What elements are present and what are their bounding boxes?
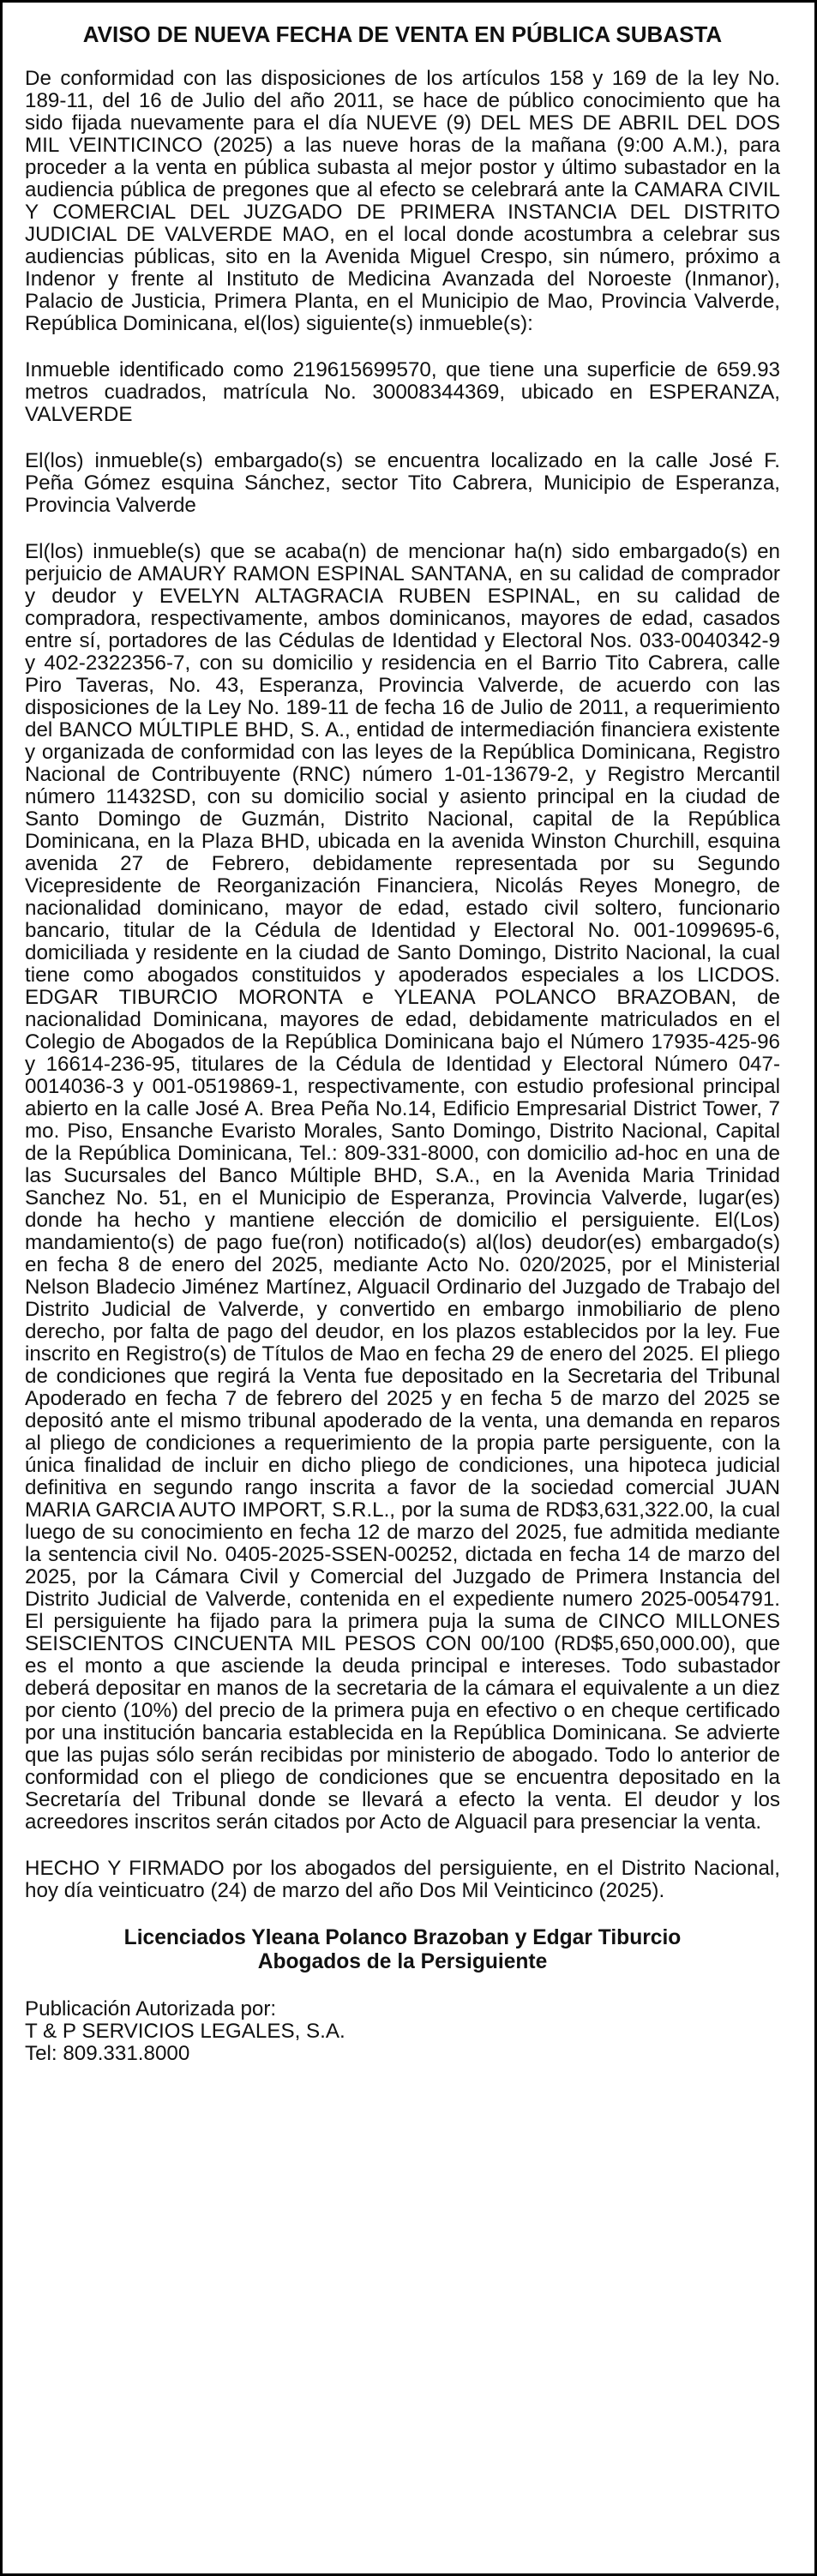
paragraph-seizure-details: El(los) inmueble(s) que se acaba(n) de mencionar ha(n) sido embargado(s) en perjuicio de AMAURY RAMON ESPINAL SANTANA, en su calidad de comprador y deudor y EVELYN ALTAGRACIA RUBEN ESPINAL, en su calidad de compradora, respectivamente, ambos dominicanos, mayores de edad, casados entre sí, portadores de las Cédulas de Identidad y Electoral Nos. 033-0040342-9 y 402-2322356-7, con su domicilio y residencia en el Barrio Tito Cabrera, calle Piro Taveras, No. 43, Esperanza, Provincia Valverde, de acuerdo con las disposiciones de la Ley No. 189-11 de fecha 16 de Julio de 2011, a requerimiento del BANCO MÚLTIPLE BHD, S. A., entidad de intermediación financiera existente y organizada de conformidad con las leyes de la República Dominicana, Registro Nacional de Contribuyente (RNC) número 1-01-13679-2, y Registro Mercantil número 11432SD, con su domicilio social y asiento principal en la ciudad de Santo Domingo de Guzmán, Distrito Nacional, capital de la República Dominicana, en la Plaza BHD, ubicada en la avenida Winston Churchill, esquina avenida 27 de Febrero, debidamente representada por su Segundo Vicepresidente de Reorganización Financiera, Nicolás Reyes Monegro, de nacionalidad dominicano, mayor de edad, estado civil soltero, funcionario bancario, titular de la Cédula de Identidad y Electoral No. 001-1099695-6, domiciliada y residente en la ciudad de Santo Domingo, Distrito Nacional, la cual tiene como abogados constituidos y apoderados especiales a los LICDOS. EDGAR TIBURCIO MORONTA e YLEANA POLANCO BRAZOBAN, de nacionalidad Dominicana, mayores de edad, debidamente matriculados en el Colegio de Abogados de la República Dominicana bajo el Número 17935-425-96 y 16614-236-95, titulares de la Cédula de Identidad y Electoral Número 047-0014036-3 y 001-0519869-1, respectivamente, con estudio profesional principal abierto en la calle José A. Brea Peña No.14, Edificio Empresarial District Tower, 7 mo. Piso, Ensanche Evaristo Morales, Santo Domingo, Distrito Nacional, Capital de la República Dominicana, Tel.: 809-331-8000, con domicilio ad-hoc en una de las Sucursales del Banco Múltiple BHD, S.A., en la Avenida Maria Trinidad Sanchez No. 51, en el Municipio de Esperanza, Provincia Valverde, lugar(es) donde ha hecho y mantiene elección de domicilio el persiguiente. El(Los) mandamiento(s) de pago fue(ron) notificado(s) al(los) deudor(es) embargado(s) en fecha 8 de enero del 2025, mediante Acto No. 020/2025, por el Ministerial Nelson Bladecio Jiménez Martínez, Alguacil Ordinario del Juzgado de Trabajo del Distrito Judicial de Valverde, y convertido en embargo inmobiliario de pleno derecho, por falta de pago del deudor, en los plazos establecidos por la ley. Fue inscrito en Registro(s) de Títulos de Mao en fecha 29 de enero del 2025. El pliego de condiciones que regirá la Venta fue depositado en la Secretaria del Tribunal Apoderado en fecha 7 de febrero del 2025 y en fecha 5 de marzo del 2025 se depositó ante el mismo tribunal apoderado de la venta, una demanda en reparos al pliego de condiciones a requerimiento de la propia parte persiguente, con la única finalidad de incluir en dicho pliego de condiciones, una hipoteca judicial definitiva en segundo rango inscrita a favor de la sociedad comercial JUAN MARIA GARCIA AUTO IMPORT, S.R.L., por la suma de RD$3,631,322.00, la cual luego de su conocimiento en fecha 12 de marzo del 2025, fue admitida mediante la sentencia civil No. 0405-2025-SSEN-00252, dictada en fecha 14 de marzo del 2025, por la Cámara Civil y Comercial del Juzgado de Primera Instancia del Distrito Judicial de Valverde, contenida en el expediente numero 2025-0054791. El persiguiente ha fijado para la primera puja la suma de CINCO MILLONES SEISCIENTOS CINCUENTA MIL PESOS CON 00/100 (RD$5,650,000.00), que es el monto a que asciende la deuda principal e intereses. Todo subastador deberá depositar en manos de la secretaria de la cámara el equivalente a un diez por ciento (10%) del precio de la primera puja en efectivo o en cheque certificado por una institución bancaria establecida en la República Dominicana. Se advierte que las pujas sólo serán recibidas por ministerio de abogado. Todo lo anterior de conformidad con el pliego de condiciones que se encuentra depositado en la Secretaría del Tribunal donde se llevará a efecto la venta. El deudor y los acreedores inscritos serán citados por Acto de Alguacil para presenciar la venta. bbox=[25, 540, 780, 1834]
notice-title: AVISO DE NUEVA FECHA DE VENTA EN PÚBLICA SUBASTA bbox=[82, 21, 723, 47]
signature-names: Licenciados Yleana Polanco Brazoban y Edgar Tiburcio bbox=[123, 1926, 682, 1949]
signature-block bbox=[25, 1926, 780, 1974]
publication-block bbox=[25, 1998, 780, 2065]
paragraph-auction-date: De conformidad con las disposiciones de los artículos 158 y 169 de la ley No. 189-11, del 16 de Julio del año 2011, se hace de público conocimiento que ha sido fijada nuevamente para el día NUEVE (9) DEL MES DE ABRIL DEL DOS MIL VEINTICINCO (2025) a las nueve horas de la mañana (9:00 A.M.), para proceder a la venta en pública subasta al mejor postor y último subastador en la audiencia pública de pregones que al efecto se celebrará ante la CAMARA CIVIL Y COMERCIAL DEL JUZGADO DE PRIMERA INSTANCIA DEL DISTRITO JUDICIAL DE VALVERDE MAO, en el local donde acostumbra a celebrar sus audiencias públicas, sito en la Avenida Miguel Crespo, sin número, próximo a Indenor y frente al Instituto de Medicina Avanzada del Noroeste (Inmanor), Palacio de Justicia, Primera Planta, en el Municipio de Mao, Provincia Valverde, República Dominicana, el(los) siguiente(s) inmueble(s): bbox=[25, 67, 780, 335]
publication-label: Publicación Autorizada por: bbox=[25, 1997, 277, 2021]
paragraph-signed: HECHO Y FIRMADO por los abogados del persiguiente, en el Distrito Nacional, hoy día veinticuatro (24) de marzo del año Dos Mil Veinticinco (2025). bbox=[25, 1857, 780, 1902]
publication-company: T & P SERVICIOS LEGALES, S.A. bbox=[25, 2020, 345, 2043]
publication-phone: Tel: 809.331.8000 bbox=[25, 2042, 190, 2065]
paragraph-property-id: Inmueble identificado como 219615699570, que tiene una superficie de 659.93 metros cuadrados, matrícula No. 30008344369, ubicado en ESPERANZA, VALVERDE bbox=[25, 358, 780, 426]
signature-role: Abogados de la Persiguiente bbox=[257, 1950, 548, 1973]
paragraph-property-location: El(los) inmueble(s) embargado(s) se encuentra localizado en la calle José F. Peña Gómez esquina Sánchez, sector Tito Cabrera, Municipio de Esperanza, Provincia Valverde bbox=[25, 449, 780, 517]
